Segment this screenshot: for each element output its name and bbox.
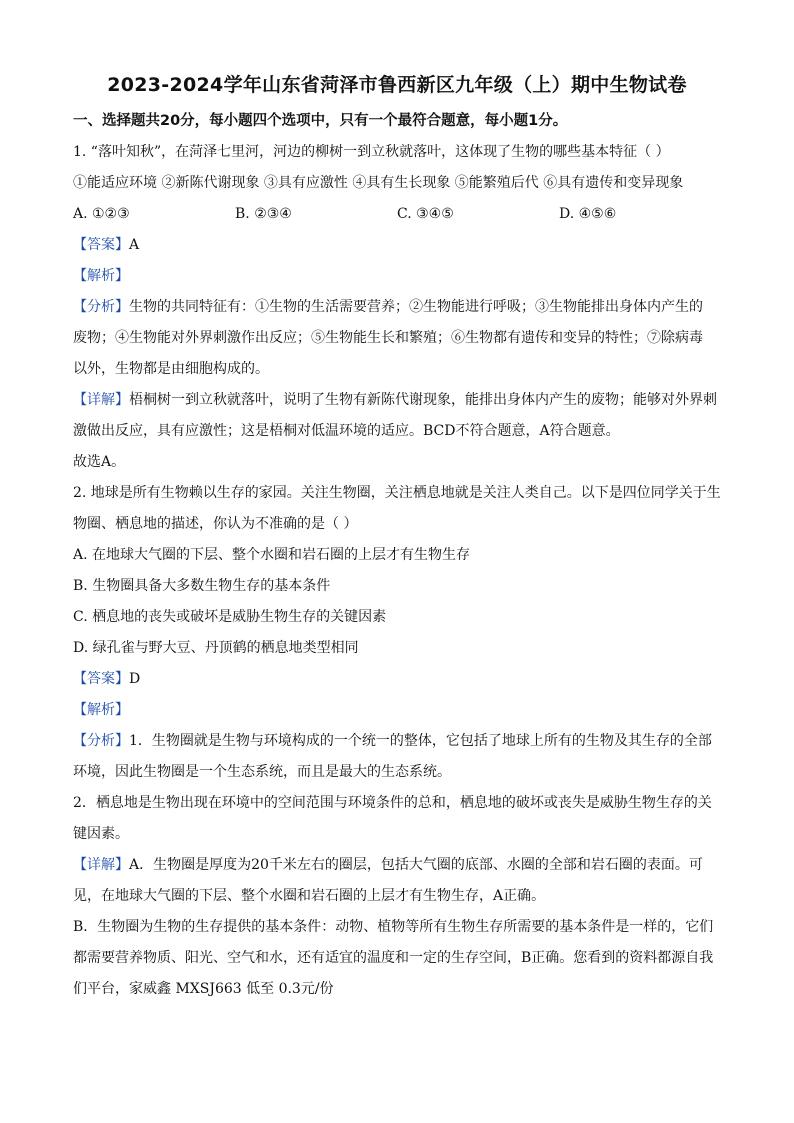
question-2-stem: 物圈、栖息地的描述，你认为不准确的是（ ） [73,516,358,532]
page-title: 2023-2024学年山东省菏泽市鲁西新区九年级（上）期中生物试卷 [107,74,687,96]
section-heading: 一、选择题共20分，每小题四个选项中，只有一个最符合题意，每小题1分。 [73,113,568,129]
question-2-detail-line: B．生物圈为生物的生存提供的基本条件：动物、植物等所有生物生存所需要的基本条件是一样的，它们 [73,919,714,935]
detail-text: 梧桐树一到立秋就落叶，说明了生物有新陈代谢现象，能排出身体内产生的废物；能够对外界刺 [129,392,717,408]
analysis-tag: 【解析】 [73,702,129,718]
question-2-analysis-heading [73,695,723,726]
question-1-detail-line [73,385,723,416]
option-d: D. 绿孔雀与野大豆、丹顶鹤的栖息地类型相同 [73,640,359,656]
answer-tag: 【答案】 [73,671,129,687]
question-2-detail-line [73,850,723,881]
option-a: A. ①②③ [73,206,130,222]
option-b: B. 生物圈具备大多数生物生存的基本条件 [73,578,331,594]
option-d: D. ④⑤⑥ [559,206,617,222]
option-c: C. ③④⑤ [397,206,454,222]
question-2-stem: 2. 地球是所有生物赖以生存的家园。关注生物圈，关注栖息地就是关注人类自己。以下是四位同学关于生 [73,485,721,501]
analysis-tag: 【解析】 [73,268,129,284]
detail-text: A．生物圈是厚度为20千米左右的圈层，包括大气圈的底部、水圈的全部和岩石圈的表面。可 [129,857,703,873]
question-2-detail-line: 见，在地球大气圈的下层、整个水圈和岩石圈的上层才有生物生存，A正确。 [73,888,546,904]
fenxi-tag: 【分析】 [73,299,129,315]
question-2-fenxi-line: 环境，因此生物圈是一个生态系统，而且是最大的生态系统。 [73,764,451,780]
question-1-stem: 1. “落叶知秋”，在菏泽七里河，河边的柳树一到立秋就落叶，这体现了生物的哪些基本特征（ ） [73,144,670,160]
fenxi-text: 生物的共同特征有：①生物的生活需要营养；②生物能进行呼吸；③生物能排出身体内产生的 [129,299,703,315]
detail-tag: 【详解】 [73,857,129,873]
question-2-fenxi-line: 键因素。 [73,826,129,842]
question-1-choices: ①能适应环境 ②新陈代谢现象 ③具有应激性 ④具有生长现象 ⑤能繁殖后代 ⑥具有遗传和变异现象 [73,175,684,191]
fenxi-text: 1．生物圈就是生物与环境构成的一个统一的整体，它包括了地球上所有的生物及其生存的全部 [129,733,712,749]
question-2-detail-line: 们平台，家威鑫 MXSJ663 低至 0.3元/份 [73,981,334,997]
detail-tag: 【详解】 [73,392,129,408]
question-1-answer [73,230,723,261]
option-c: C. 栖息地的丧失或破坏是威胁生物生存的关键因素 [73,609,387,625]
option-a: A. 在地球大气圈的下层、整个水圈和岩石圈的上层才有生物生存 [73,547,471,563]
question-1-fenxi-line: 以外，生物都是由细胞构成的。 [73,361,269,377]
answer-value: D [129,671,141,687]
answer-tag: 【答案】 [73,237,129,253]
question-2-detail-line: 都需要营养物质、阳光、空气和水，还有适宜的温度和一定的生存空间，B正确。您看到的资料都源自我 [73,950,714,966]
question-2-fenxi-line [73,726,723,757]
answer-value: A [129,237,140,253]
question-1-detail-line: 激做出反应，具有应激性；这是梧桐对低温环境的适应。BCD不符合题意，A符合题意。 [73,423,620,439]
question-1-fenxi-line: 废物；④生物能对外界刺激作出反应；⑤生物能生长和繁殖；⑥生物都有遗传和变异的特性；⑦除病毒 [73,330,703,346]
fenxi-tag: 【分析】 [73,733,129,749]
question-1-conclusion: 故选A。 [73,454,126,470]
option-b: B. ②③④ [235,206,292,222]
question-2-fenxi-line: 2．栖息地是生物出现在环境中的空间范围与环境条件的总和，栖息地的破坏或丧失是威胁生物生存的关 [73,795,712,811]
question-1-analysis-heading [73,261,723,292]
document-body [73,106,723,1005]
question-1-options [73,199,723,230]
question-2-answer [73,664,723,695]
question-1-fenxi-line [73,292,723,323]
